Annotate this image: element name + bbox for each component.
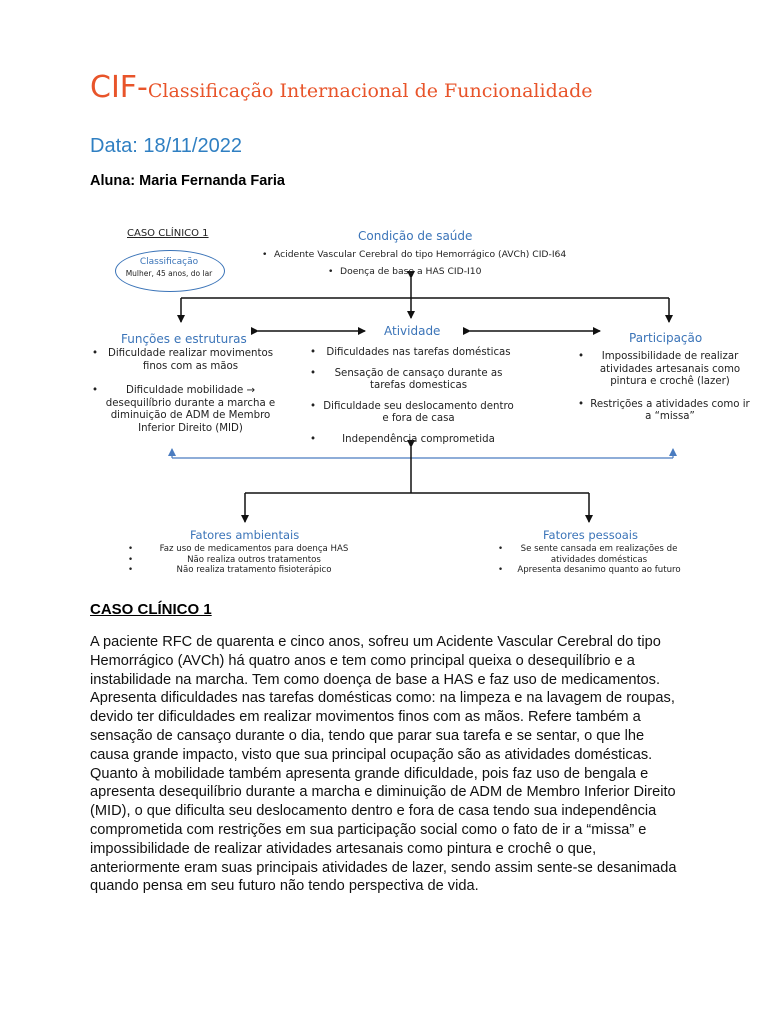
participation-item: • Impossibilidade de realizar atividades artesanais como pintura e crochê (lazer) [578, 351, 750, 389]
activity-title: Atividade [384, 324, 441, 338]
case-heading: CASO CLÍNICO 1 [90, 601, 212, 618]
environmental-factors-list [128, 544, 368, 576]
personal-factors-list [498, 544, 688, 576]
document-title [90, 70, 592, 105]
activity-item: • Independência comprometida [310, 434, 515, 447]
environmental-factors-item: • Não realiza outros tratamentos [128, 555, 368, 566]
personal-factors-title: Fatores pessoais [543, 528, 638, 542]
activity-item: • Dificuldades nas tarefas domésticas [310, 347, 515, 360]
personal-factors-item: • Se sente cansada em realizações de atividades domésticas [498, 544, 688, 565]
functions-title: Funções e estruturas [121, 332, 247, 346]
environmental-factors-title: Fatores ambientais [190, 528, 300, 542]
functions-list [92, 348, 277, 442]
participation-title: Participação [629, 331, 703, 345]
title-prefix: CIF- [90, 70, 148, 105]
health-condition-item: • Acidente Vascular Cerebral do tipo Hemorrágico (AVCh) CID-I64 [262, 249, 562, 262]
health-condition-item: • Doença de base a HAS CID-I10 [328, 266, 562, 279]
classification-subtitle: Mulher, 45 anos, do lar [125, 269, 213, 278]
activity-item: • Sensação de cansaço durante as tarefas domesticas [310, 368, 515, 393]
environmental-factors-item: • Faz uso de medicamentos para doença HAS [128, 544, 368, 555]
title-rest: Classificação Internacional de Funcionalidade [147, 80, 593, 102]
activity-list [310, 347, 515, 453]
environmental-factors-item: • Não realiza tratamento fisioterápico [128, 565, 368, 576]
student-name: Aluna: Maria Fernanda Faria [90, 173, 285, 189]
health-condition-list [262, 249, 567, 285]
classification-title: Classificação [139, 257, 199, 267]
functions-item: • Dificuldade mobilidade → desequilíbrio durante a marcha e diminuição de ADM de Membro Inferior Direito (MID) [92, 385, 277, 435]
diagram-case-label: CASO CLÍNICO 1 [127, 228, 209, 239]
personal-factors-item: • Apresenta desanimo quanto ao futuro [498, 565, 688, 576]
activity-item: • Dificuldade seu deslocamento dentro e fora de casa [310, 401, 515, 426]
participation-list [578, 351, 750, 431]
functions-item: • Dificuldade realizar movimentos finos com as mãos [92, 348, 277, 373]
case-paragraph: A paciente RFC de quarenta e cinco anos, sofreu um Acidente Vascular Cerebral do tipo Hemorrágico (AVCh) há quatro anos e tem como principal queixa o desequilíbrio e a instabilidade na marcha. Tem como doença de base a HAS e faz uso de medicamentos. Apresenta dificuldades nas tarefas domésticas como: na limpeza e na lavagem de roupas, devido ter dificuldades em realizar movimentos finos com as mãos. Refere também a sensação de cansaço durante o dia, tendo que parar sua tarefa e se sentar, o que lhe causa grande impacto, visto que sua principal ocupação são as atividades domésticas. Quanto à mobilidade também apresenta grande dificuldade, pois faz uso de bengala e apresenta desequilíbrio durante a marcha e diminuição de ADM de Membro Inferior Direito (MID), o que dificulta seu deslocamento dentro e fora de casa tendo sua independência comprometida com restrições em sua participação social como o fato de ir a “missa” e impossibilidade de realizar atividades artesanais como pintura e crochê o que, anteriormente eram suas principais atividades de lazer, sendo assim sente-se desanimada quando pensa em seu futuro não tendo perspectiva de vida. [90, 634, 677, 895]
participation-item: • Restrições a atividades como ir a “missa” [578, 399, 750, 424]
document-date: Data: 18/11/2022 [90, 135, 242, 157]
health-condition-title: Condição de saúde [358, 229, 473, 243]
